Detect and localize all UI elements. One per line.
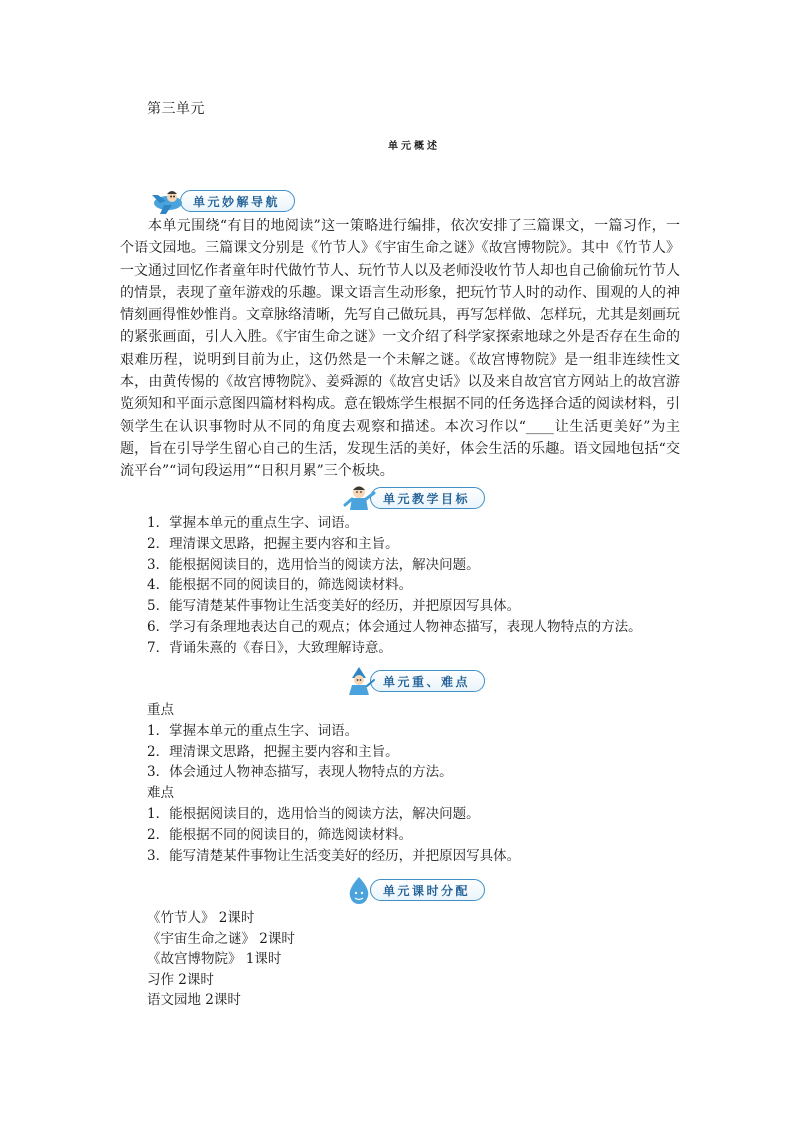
difficult-points-list — [147, 804, 520, 866]
section-badge-goals — [340, 483, 485, 513]
drop-mascot-icon — [340, 875, 378, 905]
list-item: 2．理清课文思路，把握主要内容和主旨。 — [147, 535, 399, 552]
list-item: 3．能写清楚某件事物让生活变美好的经历，并把原因写具体。 — [147, 847, 521, 864]
section-badge-nav — [150, 186, 295, 216]
section-badge-key-points — [340, 666, 485, 696]
section-badge-schedule — [340, 875, 485, 905]
key-points-list — [147, 721, 520, 783]
list-item: 2．能根据不同的阅读目的，筛选阅读材料。 — [147, 826, 413, 843]
section-badge-label: 单元教学目标 — [370, 487, 485, 509]
list-item: 5．能写清楚某件事物让生活变美好的经历，并把原因写具体。 — [147, 598, 521, 615]
list-item: 1．掌握本单元的重点生字、词语。 — [147, 722, 359, 739]
wizard-mascot-icon — [340, 666, 378, 696]
list-item: 3．体会通过人物神态描写，表现人物特点的方法。 — [147, 764, 453, 781]
list-item: 2．理清课文思路，把握主要内容和主旨。 — [147, 743, 399, 760]
list-item: 4．能根据不同的阅读目的，筛选阅读材料。 — [147, 577, 413, 594]
section-badge-label: 单元妙解导航 — [180, 190, 295, 212]
boy-mascot-icon — [340, 483, 378, 513]
list-item: 《宇宙生命之谜》 2课时 — [147, 930, 295, 947]
list-item: 1．掌握本单元的重点生字、词语。 — [147, 515, 359, 531]
overview-title: 单元概述 — [388, 141, 440, 152]
list-item: 《故宫博物院》 1课时 — [147, 951, 282, 967]
unit-intro-paragraph: 本单元围绕“有目的地阅读”这一策略进行编排，依次安排了三篇课文，一篇习作，一个语文园地。三篇课文分别是《竹节人》《宇宙生命之谜》《故宫博物院》。其中《竹节人》一文通过回忆作者童年时代做竹节人、玩竹节人以及老师没收竹节人却也自己偷偷玩竹节人的情景，表现了童年游戏的乐趣。课文语言生动形象，把玩竹节人时的动作、围观的人的神情刻画得惟妙惟肖。文章脉络清晰，先写自己做玩具，再写怎样做、怎样玩，尤其是刻画玩的紧张画面，引人入胜。《宇宙生命之谜》一文介绍了科学家探索地球之外是否存在生命的艰难历程，说明到目前为止，这仍然是一个未解之谜。《故宫博物院》是一组非连续性文本，由黄传惕的《故宫博物院》、姜舜源的《故宫史话》以及来自故宫官方网站上的故宫游览须知和平面示意图四篇材料构成。意在锻炼学生根据不同的任务选择合适的阅读材料，引领学生在认识事物时从不同的角度去观察和描述。本次习作以“____让生活更美好”为主题，旨在引导学生留心自己的生活，发现生活的美好，体会生活的乐趣。语文园地包括“交流平台”“词句段运用”“日积月累”三个板块。 — [120, 218, 680, 480]
list-item: 6．学习有条理地表达自己的观点；体会通过人物神态描写，表现人物特点的方法。 — [147, 618, 642, 635]
key-difficult-section — [147, 700, 520, 866]
list-item: 习作 2课时 — [147, 971, 214, 988]
airplane-mascot-icon — [150, 186, 188, 216]
section-badge-label: 单元课时分配 — [370, 879, 485, 901]
unit-title: 第三单元 — [147, 101, 205, 117]
list-item: 7．背诵朱熹的《春日》，大致理解诗意。 — [147, 639, 392, 656]
list-item: 1．能根据阅读目的，选用恰当的阅读方法，解决问题。 — [147, 805, 480, 822]
section-badge-label: 单元重、难点 — [370, 670, 485, 692]
teaching-goals-list — [147, 513, 687, 659]
list-item: 3．能根据阅读目的，选用恰当的阅读方法，解决问题。 — [147, 556, 480, 573]
class-hour-list — [147, 908, 687, 1011]
key-points-heading: 重点 — [147, 702, 174, 718]
difficult-points-heading: 难点 — [147, 785, 174, 802]
list-item: 语文园地 2课时 — [147, 992, 241, 1008]
list-item: 《竹节人》 2课时 — [147, 910, 255, 926]
